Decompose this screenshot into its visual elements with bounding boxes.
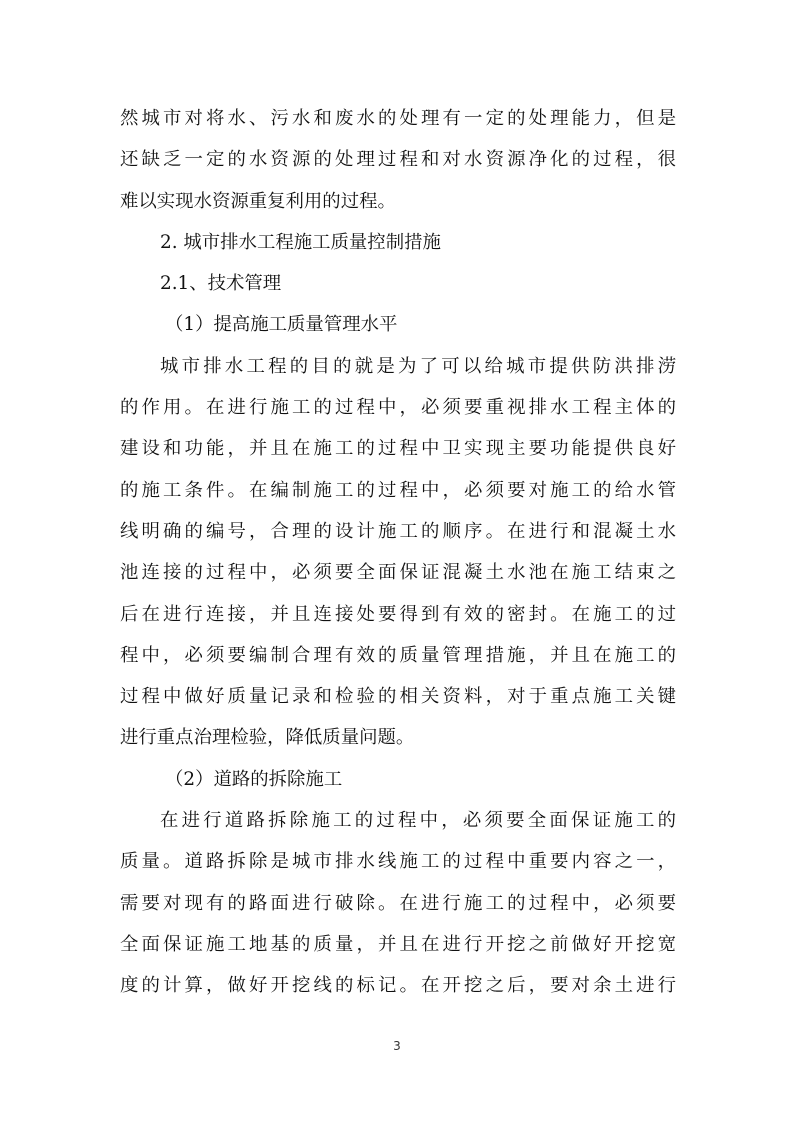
paragraph-line: 的作用。在进行施工的过程中，必须要重视排水工程主体的 bbox=[120, 397, 676, 419]
paragraph-line: 全面保证施工地基的质量，并且在进行开挖之前做好开挖宽 bbox=[120, 933, 676, 955]
paragraph-line: 后在进行连接，并且连接处要得到有效的密封。在施工的过 bbox=[120, 603, 676, 625]
paragraph-line: 建设和功能，并且在施工的过程中卫实现主要功能提供良好 bbox=[120, 438, 676, 460]
paragraph-line: 在进行道路拆除施工的过程中，必须要全面保证施工的 bbox=[160, 810, 676, 832]
section-heading: 2. 城市排水工程施工质量控制措施 bbox=[160, 231, 441, 253]
item-heading: （2）道路的拆除施工 bbox=[165, 768, 343, 790]
paragraph-line: 程中，必须要编制合理有效的质量管理措施，并且在施工的 bbox=[120, 644, 676, 666]
document-body bbox=[120, 98, 676, 1007]
paragraph-line: 池连接的过程中，必须要全面保证混凝土水池在施工结束之 bbox=[120, 562, 676, 584]
page-number: 3 bbox=[393, 1039, 401, 1053]
paragraph-line: 难以实现水资源重复利用的过程。 bbox=[120, 190, 396, 212]
paragraph-line: 然城市对将水、污水和废水的处理有一定的处理能力，但是 bbox=[120, 108, 676, 129]
paragraph-line: 进行重点治理检验，降低质量问题。 bbox=[120, 727, 415, 749]
paragraph-line: 还缺乏一定的水资源的处理过程和对水资源净化的过程，很 bbox=[120, 149, 676, 171]
paragraph-line: 的施工条件。在编制施工的过程中，必须要对施工的给水管 bbox=[120, 479, 676, 501]
paragraph-line: 需要对现有的路面进行破除。在进行施工的过程中，必须要 bbox=[120, 892, 676, 914]
paragraph-line: 过程中做好质量记录和检验的相关资料，对于重点施工关键 bbox=[120, 686, 676, 708]
paragraph-line: 线明确的编号，合理的设计施工的顺序。在进行和混凝土水 bbox=[120, 520, 676, 542]
item-heading: （1）提高施工质量管理水平 bbox=[165, 314, 398, 336]
paragraph-line: 质量。道路拆除是城市排水线施工的过程中重要内容之一， bbox=[120, 851, 676, 873]
paragraph-line: 城市排水工程的目的就是为了可以给城市提供防洪排涝 bbox=[160, 355, 676, 377]
paragraph-line: 度的计算，做好开挖线的标记。在开挖之后，要对余土进行 bbox=[120, 975, 676, 997]
subsection-heading: 2.1、技术管理 bbox=[160, 273, 282, 295]
